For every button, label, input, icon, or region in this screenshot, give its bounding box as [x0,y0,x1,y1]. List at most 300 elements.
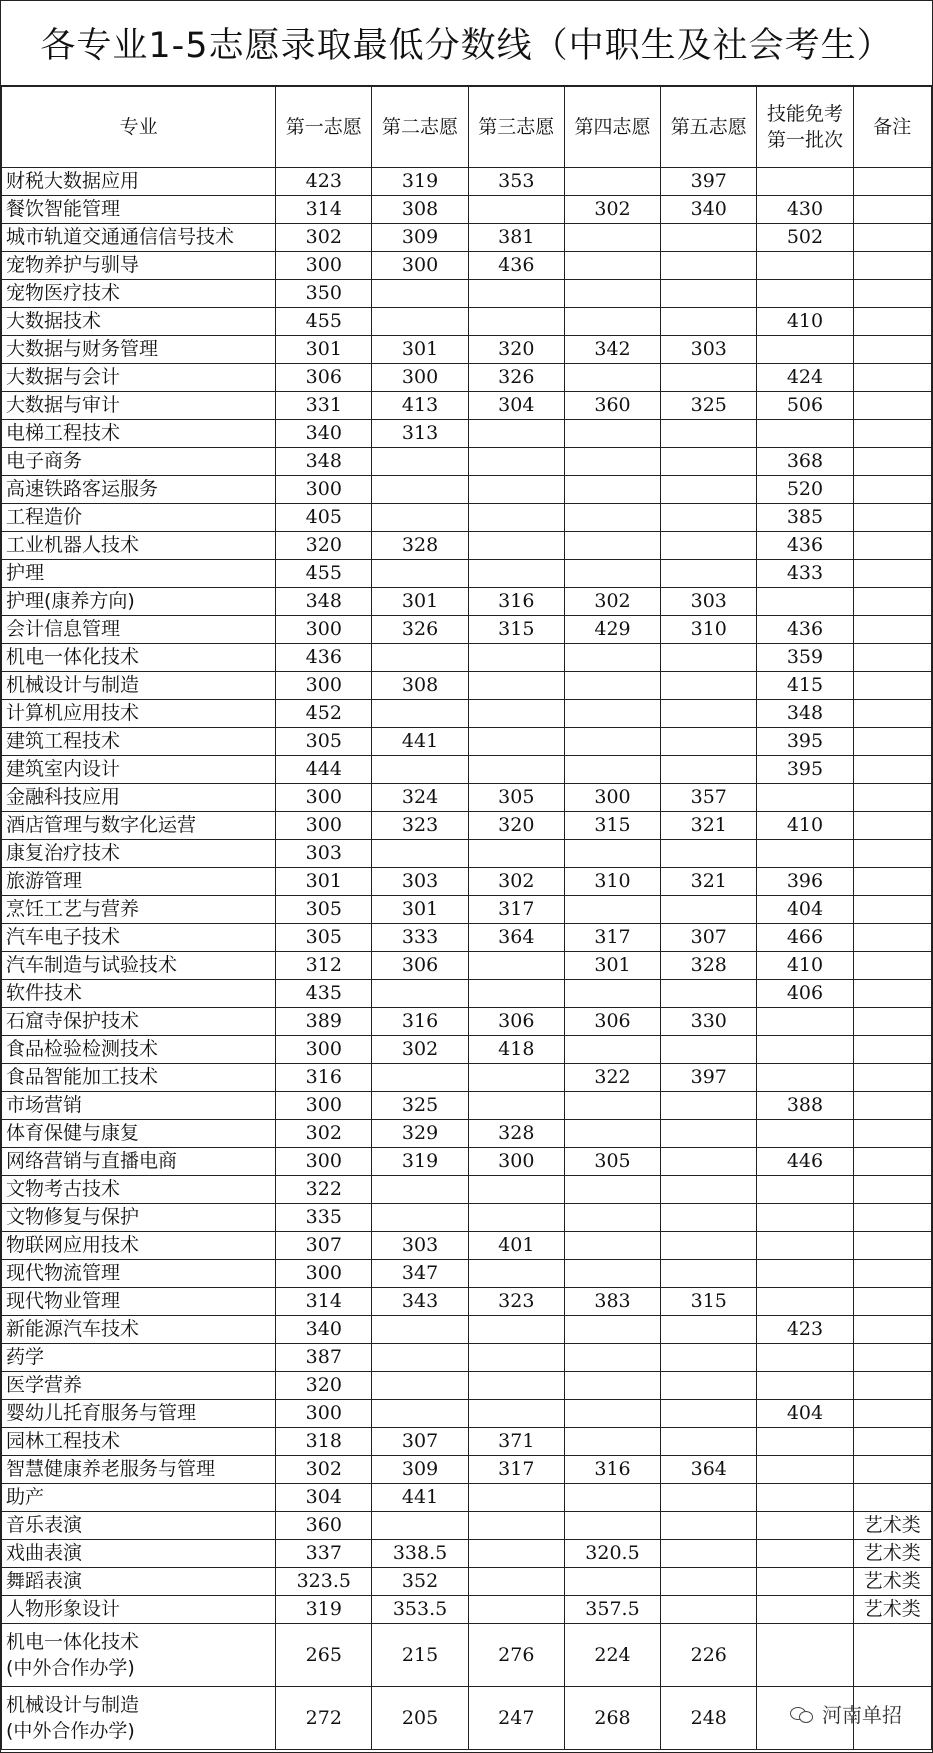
cell-choice-2: 308 [372,672,468,700]
cell-remarks [853,644,931,672]
cell-choice-4 [564,896,660,924]
cell-choice-5 [661,728,757,756]
header-choice-5: 第五志愿 [661,87,757,168]
cell-major-name: 大数据与会计 [2,364,276,392]
cell-choice-5 [661,280,757,308]
table-row [2,1036,932,1064]
cell-skill-exempt: 406 [757,980,853,1008]
cell-skill-exempt: 395 [757,728,853,756]
header-choice-1: 第一志愿 [276,87,372,168]
cell-skill-exempt: 436 [757,532,853,560]
cell-choice-3 [468,1372,564,1400]
table-row [2,252,932,280]
cell-major-name: 机电一体化技术 [2,644,276,672]
cell-remarks [853,1288,931,1316]
cell-remarks [853,1260,931,1288]
cell-skill-exempt: 410 [757,952,853,980]
cell-choice-1: 301 [276,868,372,896]
cell-remarks [853,168,931,196]
cell-choice-3 [468,1540,564,1568]
cell-choice-4 [564,756,660,784]
cell-choice-4 [564,532,660,560]
table-row [2,1176,932,1204]
cell-choice-4: 429 [564,616,660,644]
cell-major-name: 戏曲表演 [2,1540,276,1568]
cell-choice-2: 302 [372,1036,468,1064]
cell-skill-exempt: 388 [757,1092,853,1120]
cell-choice-1: 300 [276,784,372,812]
cell-major-name: 大数据与财务管理 [2,336,276,364]
cell-skill-exempt [757,252,853,280]
cell-skill-exempt [757,1176,853,1204]
cell-choice-4: 310 [564,868,660,896]
cell-choice-5 [661,1260,757,1288]
cell-choice-4: 316 [564,1456,660,1484]
table-row [2,952,932,980]
cell-choice-4 [564,1512,660,1540]
cell-choice-4 [564,1092,660,1120]
cell-choice-4: 320.5 [564,1540,660,1568]
cell-choice-4: 300 [564,784,660,812]
table-row [2,1568,932,1596]
cell-choice-4 [564,1344,660,1372]
cell-choice-3: 418 [468,1036,564,1064]
cell-major-name: 高速铁路客运服务 [2,476,276,504]
cell-choice-3 [468,448,564,476]
cell-major-name: 机械设计与制造 (中外合作办学) [2,1687,276,1750]
cell-choice-5: 315 [661,1288,757,1316]
cell-skill-exempt [757,420,853,448]
cell-choice-3 [468,952,564,980]
cell-choice-2 [372,1372,468,1400]
cell-skill-exempt [757,1288,853,1316]
cell-major-name: 酒店管理与数字化运营 [2,812,276,840]
table-row [2,980,932,1008]
cell-major-name: 婴幼儿托育服务与管理 [2,1400,276,1428]
cell-remarks [853,1400,931,1428]
cell-choice-5: 310 [661,616,757,644]
cell-major-name: 护理(康养方向) [2,588,276,616]
cell-choice-5 [661,1120,757,1148]
cell-choice-5 [661,224,757,252]
cell-major-name: 医学营养 [2,1372,276,1400]
cell-choice-2 [372,980,468,1008]
cell-major-name: 工业机器人技术 [2,532,276,560]
cell-skill-exempt: 423 [757,1316,853,1344]
cell-choice-1: 389 [276,1008,372,1036]
table-row [2,1400,932,1428]
cell-choice-3 [468,1176,564,1204]
cell-choice-1: 300 [276,812,372,840]
header-choice-3: 第三志愿 [468,87,564,168]
table-row [2,196,932,224]
cell-remarks [853,812,931,840]
cell-major-name: 智慧健康养老服务与管理 [2,1456,276,1484]
cell-choice-1: 387 [276,1344,372,1372]
cell-major-name: 助产 [2,1484,276,1512]
table-row [2,476,932,504]
cell-major-name: 现代物流管理 [2,1260,276,1288]
cell-choice-4: 302 [564,196,660,224]
cell-remarks [853,700,931,728]
cell-choice-4 [564,840,660,868]
cell-major-name: 软件技术 [2,980,276,1008]
cell-choice-1: 405 [276,504,372,532]
cell-choice-5: 330 [661,1008,757,1036]
cell-major-name: 网络营销与直播电商 [2,1148,276,1176]
cell-major-name: 石窟寺保护技术 [2,1008,276,1036]
table-row [2,448,932,476]
cell-major-name: 烹饪工艺与营养 [2,896,276,924]
cell-choice-4: 317 [564,924,660,952]
cell-skill-exempt [757,168,853,196]
cell-choice-1: 444 [276,756,372,784]
cell-remarks [853,756,931,784]
cell-skill-exempt [757,588,853,616]
table-row [2,1316,932,1344]
cell-major-name: 新能源汽车技术 [2,1316,276,1344]
table-row [2,784,932,812]
cell-choice-2: 329 [372,1120,468,1148]
cell-remarks [853,980,931,1008]
cell-choice-2: 319 [372,1148,468,1176]
cell-remarks [853,1316,931,1344]
cell-skill-exempt [757,1344,853,1372]
cell-choice-4: 315 [564,812,660,840]
cell-skill-exempt [757,1260,853,1288]
cell-choice-4 [564,1372,660,1400]
cell-remarks [853,224,931,252]
cell-choice-2 [372,1316,468,1344]
cell-major-name: 护理 [2,560,276,588]
table-row [2,756,932,784]
cell-choice-2: 301 [372,336,468,364]
cell-skill-exempt [757,1008,853,1036]
cell-choice-3 [468,1512,564,1540]
cell-choice-1: 320 [276,532,372,560]
cell-remarks [853,1120,931,1148]
cell-choice-4 [564,672,660,700]
header-major: 专业 [2,87,276,168]
cell-choice-4: 224 [564,1624,660,1687]
cell-choice-3: 305 [468,784,564,812]
cell-choice-2: 300 [372,252,468,280]
table-body [2,168,932,1750]
cell-skill-exempt: 395 [757,756,853,784]
table-row [2,1372,932,1400]
cell-choice-4 [564,1120,660,1148]
cell-choice-4 [564,448,660,476]
table-row [2,1232,932,1260]
cell-skill-exempt: 520 [757,476,853,504]
cell-skill-exempt [757,1456,853,1484]
cell-skill-exempt: 404 [757,1400,853,1428]
cell-choice-1: 323.5 [276,1568,372,1596]
cell-choice-4 [564,504,660,532]
cell-choice-2: 316 [372,1008,468,1036]
cell-choice-3 [468,700,564,728]
cell-choice-5: 303 [661,588,757,616]
cell-choice-1: 312 [276,952,372,980]
cell-choice-2 [372,644,468,672]
cell-skill-exempt [757,1596,853,1624]
cell-choice-3 [468,1260,564,1288]
cell-major-name: 宠物养护与驯导 [2,252,276,280]
cell-choice-5 [661,756,757,784]
cell-remarks [853,448,931,476]
cell-choice-2: 303 [372,868,468,896]
cell-choice-4: 357.5 [564,1596,660,1624]
cell-choice-5: 364 [661,1456,757,1484]
cell-choice-1: 300 [276,476,372,504]
cell-remarks [853,616,931,644]
cell-skill-exempt: 348 [757,700,853,728]
cell-major-name: 大数据技术 [2,308,276,336]
cell-skill-exempt [757,1120,853,1148]
cell-choice-5: 325 [661,392,757,420]
cell-choice-3 [468,672,564,700]
table-row [2,420,932,448]
cell-choice-4 [564,1400,660,1428]
cell-choice-2: 309 [372,1456,468,1484]
header-skill-exempt: 技能免考 第一批次 [757,87,853,168]
cell-remarks [853,1428,931,1456]
table-row [2,1512,932,1540]
cell-choice-3 [468,280,564,308]
cell-choice-2: 307 [372,1428,468,1456]
cell-choice-2: 309 [372,224,468,252]
cell-choice-3 [468,1204,564,1232]
table-row [2,1008,932,1036]
cell-choice-4 [564,168,660,196]
cell-major-name: 建筑室内设计 [2,756,276,784]
cell-choice-4: 383 [564,1288,660,1316]
cell-choice-5 [661,672,757,700]
cell-major-name: 计算机应用技术 [2,700,276,728]
cell-choice-5 [661,476,757,504]
table-row [2,1456,932,1484]
cell-choice-1: 322 [276,1176,372,1204]
cell-choice-1: 300 [276,252,372,280]
cell-choice-2: 353.5 [372,1596,468,1624]
cell-choice-1: 435 [276,980,372,1008]
table-row [2,1204,932,1232]
cell-choice-2 [372,308,468,336]
cell-remarks [853,1008,931,1036]
cell-choice-4 [564,1232,660,1260]
cell-choice-5: 357 [661,784,757,812]
cell-choice-1: 272 [276,1687,372,1750]
cell-remarks [853,1204,931,1232]
cell-skill-exempt [757,1540,853,1568]
cell-major-name: 食品检验检测技术 [2,1036,276,1064]
cell-choice-5 [661,840,757,868]
cell-choice-3: 315 [468,616,564,644]
cell-choice-3 [468,1344,564,1372]
cell-remarks [853,1372,931,1400]
cell-choice-5 [661,560,757,588]
cell-choice-1: 319 [276,1596,372,1624]
cell-skill-exempt [757,280,853,308]
cell-choice-5 [661,1568,757,1596]
cell-choice-5: 248 [661,1687,757,1750]
table-row [2,728,932,756]
wechat-icon [790,1705,816,1723]
cell-choice-4 [564,364,660,392]
table-row [2,1540,932,1568]
cell-choice-3 [468,196,564,224]
cell-major-name: 工程造价 [2,504,276,532]
cell-choice-5 [661,1092,757,1120]
cell-choice-3: 317 [468,1456,564,1484]
cell-choice-5 [661,1176,757,1204]
cell-major-name: 汽车电子技术 [2,924,276,952]
cell-skill-exempt: 396 [757,868,853,896]
cell-choice-5 [661,1316,757,1344]
cell-skill-exempt [757,1624,853,1687]
cell-choice-4: 360 [564,392,660,420]
page-title: 各专业1-5志愿录取最低分数线（中职生及社会考生） [1,1,932,86]
cell-choice-2 [372,840,468,868]
cell-remarks: 艺术类 [853,1568,931,1596]
cell-choice-1: 301 [276,336,372,364]
cell-choice-2: 323 [372,812,468,840]
cell-skill-exempt: 424 [757,364,853,392]
cell-choice-5 [661,308,757,336]
cell-skill-exempt [757,1484,853,1512]
cell-choice-4 [564,980,660,1008]
table-row [2,1148,932,1176]
cell-remarks [853,1176,931,1204]
cell-choice-2: 306 [372,952,468,980]
cell-skill-exempt [757,840,853,868]
cell-choice-1: 318 [276,1428,372,1456]
cell-choice-1: 300 [276,1148,372,1176]
cell-choice-4 [564,644,660,672]
cell-remarks [853,1484,931,1512]
cell-major-name: 文物修复与保护 [2,1204,276,1232]
cell-major-name: 食品智能加工技术 [2,1064,276,1092]
cell-choice-3: 306 [468,1008,564,1036]
cell-remarks [853,1064,931,1092]
cell-remarks [853,952,931,980]
cell-choice-1: 305 [276,924,372,952]
cell-choice-2: 313 [372,420,468,448]
watermark-text: 河南单招 [822,1703,902,1727]
cell-skill-exempt [757,1232,853,1260]
cell-skill-exempt: 385 [757,504,853,532]
cell-choice-3 [468,504,564,532]
cell-choice-1: 300 [276,1400,372,1428]
cell-choice-4 [564,280,660,308]
cell-skill-exempt: 446 [757,1148,853,1176]
cell-choice-4 [564,420,660,448]
cell-choice-5 [661,1148,757,1176]
cell-remarks [853,532,931,560]
cell-choice-3 [468,1568,564,1596]
cell-choice-4 [564,700,660,728]
cell-choice-2 [372,1176,468,1204]
cell-major-name: 现代物业管理 [2,1288,276,1316]
cell-choice-2 [372,448,468,476]
cell-choice-1: 314 [276,1288,372,1316]
cell-choice-1: 314 [276,196,372,224]
cell-remarks [853,1344,931,1372]
cell-remarks [853,336,931,364]
cell-choice-3 [468,476,564,504]
table-row [2,868,932,896]
cell-choice-4: 306 [564,1008,660,1036]
cell-choice-5 [661,1596,757,1624]
cell-choice-1: 452 [276,700,372,728]
cell-choice-2: 338.5 [372,1540,468,1568]
cell-major-name: 药学 [2,1344,276,1372]
cell-choice-2 [372,1064,468,1092]
cell-choice-5: 303 [661,336,757,364]
cell-skill-exempt: 466 [757,924,853,952]
table-row [2,672,932,700]
cell-choice-1: 300 [276,1092,372,1120]
table-row [2,644,932,672]
header-choice-2: 第二志愿 [372,87,468,168]
cell-choice-4: 268 [564,1687,660,1750]
cell-remarks [853,196,931,224]
cell-choice-3 [468,756,564,784]
cell-remarks [853,420,931,448]
cell-remarks [853,672,931,700]
cell-major-name: 体育保健与康复 [2,1120,276,1148]
cell-remarks [853,1148,931,1176]
cell-remarks [853,1092,931,1120]
cell-choice-1: 300 [276,1260,372,1288]
cell-choice-1: 305 [276,896,372,924]
cell-choice-2 [372,700,468,728]
table-row [2,1260,932,1288]
cell-choice-5 [661,1036,757,1064]
cell-choice-3 [468,532,564,560]
cell-choice-5 [661,1512,757,1540]
cell-major-name: 机电一体化技术 (中外合作办学) [2,1624,276,1687]
cell-skill-exempt [757,1512,853,1540]
cell-choice-5 [661,1428,757,1456]
cell-choice-2: 441 [372,728,468,756]
cell-choice-2: 215 [372,1624,468,1687]
table-row [2,224,932,252]
cell-choice-3 [468,1400,564,1428]
table-row [2,812,932,840]
cell-choice-5 [661,1540,757,1568]
cell-skill-exempt [757,1568,853,1596]
cell-choice-2: 326 [372,616,468,644]
cell-choice-2 [372,756,468,784]
cell-choice-1: 436 [276,644,372,672]
cell-choice-1: 455 [276,560,372,588]
cell-choice-1: 306 [276,364,372,392]
cell-choice-2 [372,1400,468,1428]
cell-choice-1: 337 [276,1540,372,1568]
cell-choice-1: 302 [276,1120,372,1148]
cell-choice-3: 304 [468,392,564,420]
cell-choice-3 [468,644,564,672]
cell-choice-2: 347 [372,1260,468,1288]
table-row [2,1344,932,1372]
cell-choice-4 [564,1568,660,1596]
cell-choice-4 [564,308,660,336]
cell-choice-3: 276 [468,1624,564,1687]
cell-choice-1: 302 [276,1456,372,1484]
cell-remarks [853,476,931,504]
table-row [2,532,932,560]
